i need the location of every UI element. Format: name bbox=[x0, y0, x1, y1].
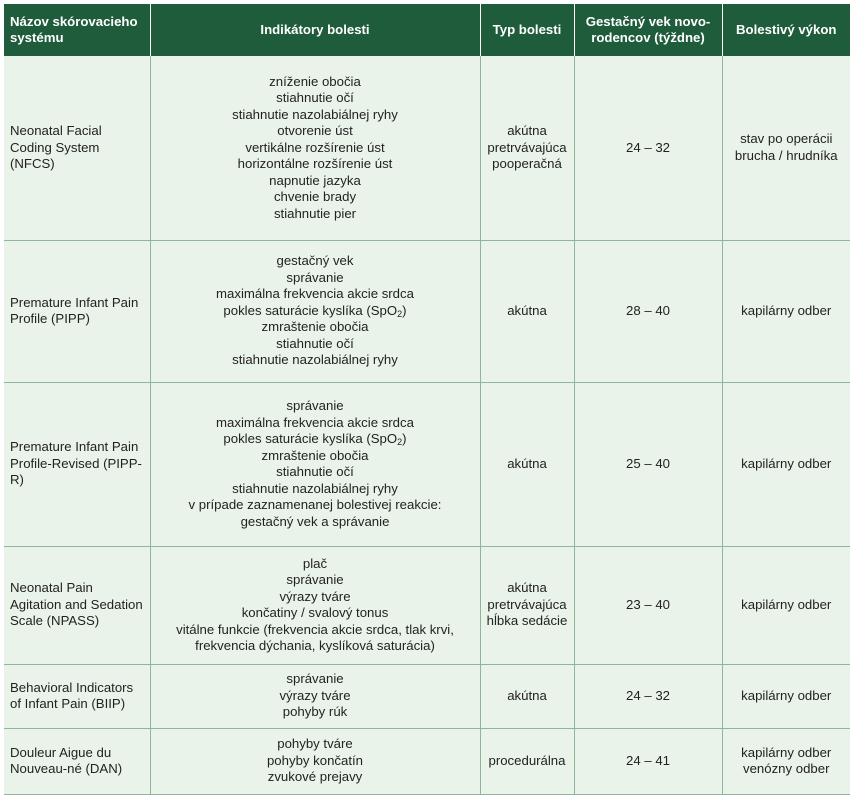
indicator-item: zmraštenie obočia bbox=[261, 319, 369, 335]
pain-indicators bbox=[150, 546, 480, 664]
painful-procedure bbox=[722, 240, 850, 382]
gestational-age: 24 – 32 bbox=[574, 664, 722, 728]
indicator-item: maximálna frekvencia akcie srdca bbox=[216, 286, 414, 302]
indicator-item: správanie bbox=[286, 572, 344, 587]
painful-procedure bbox=[722, 56, 850, 240]
header-name: Názov skórovacieho systému bbox=[4, 4, 150, 56]
indicator-item: stiahnutie nazolabiálnej ryhy bbox=[232, 106, 398, 122]
painful-procedure bbox=[722, 728, 850, 794]
indicator-item: výrazy tváre bbox=[279, 687, 351, 703]
indicator-item: správanie bbox=[286, 398, 344, 413]
pain-type bbox=[480, 382, 574, 546]
indicator-item: stiahnutie pier bbox=[273, 205, 357, 221]
indicator-item: správanie bbox=[286, 269, 344, 285]
table-row bbox=[4, 728, 850, 794]
pain-type-item: akútna bbox=[507, 687, 547, 703]
table-row bbox=[4, 240, 850, 382]
painful-procedure bbox=[722, 546, 850, 664]
spo2-close: ) bbox=[402, 431, 407, 446]
procedure-item: kapilárny odber bbox=[741, 687, 832, 703]
pain-type bbox=[480, 56, 574, 240]
indicator-item: zníženie obočia bbox=[269, 73, 361, 89]
indicator-item: stiahnutie očí bbox=[276, 464, 354, 479]
indicator-item: pohyby končatín bbox=[266, 752, 364, 768]
indicator-item: napnutie jazyka bbox=[269, 172, 361, 188]
gestational-age: 28 – 40 bbox=[574, 240, 722, 382]
pain-scoring-table bbox=[4, 4, 850, 795]
indicator-item: gestačný vek bbox=[276, 253, 354, 269]
indicator-item: v prípade zaznamenanej bolestivej reakcie: bbox=[188, 497, 442, 512]
procedure-item: kapilárny odber bbox=[741, 455, 832, 471]
indicator-item: chvenie brady bbox=[273, 189, 357, 204]
pain-type bbox=[480, 240, 574, 382]
pain-type-item: akútna bbox=[507, 580, 547, 596]
indicator-item: pohyby tváre bbox=[277, 736, 353, 752]
procedure-item: kapilárny odber bbox=[741, 744, 832, 760]
indicator-item: stiahnutie nazolabiálnej ryhy bbox=[232, 352, 398, 368]
gestational-age: 23 – 40 bbox=[574, 546, 722, 664]
gestational-age: 24 – 41 bbox=[574, 728, 722, 794]
gestational-age: 24 – 32 bbox=[574, 56, 722, 240]
procedure-item: stav po operácii bbox=[740, 131, 833, 147]
indicator-item: horizontálne rozšírenie úst bbox=[237, 156, 393, 171]
indicator-item: otvorenie úst bbox=[277, 123, 353, 138]
pain-indicators bbox=[150, 382, 480, 546]
pain-type-item: pooperačná bbox=[492, 156, 562, 171]
gestational-age: 25 – 40 bbox=[574, 382, 722, 546]
scoring-system-name: Douleur Aigue du Nouveau-né (DAN) bbox=[4, 728, 150, 794]
indicator-item: gestačný vek a správanie bbox=[240, 513, 390, 529]
table-row bbox=[4, 56, 850, 240]
pain-type-item: hĺbka sedácie bbox=[486, 613, 568, 629]
spo2-subscript: 2 bbox=[397, 437, 403, 447]
indicator-item: pohyby rúk bbox=[282, 704, 348, 720]
pain-type-item: akútna bbox=[507, 302, 547, 318]
procedure-item: kapilárny odber bbox=[741, 596, 832, 612]
indicator-item: zmraštenie obočia bbox=[261, 447, 369, 463]
indicator-item-spo2 bbox=[157, 303, 474, 320]
painful-procedure bbox=[722, 664, 850, 728]
procedure-item: venózny odber bbox=[742, 761, 830, 776]
indicator-item: končatiny / svalový tonus bbox=[241, 605, 389, 620]
pain-type-item: procedurálna bbox=[488, 752, 566, 768]
pain-type-item: pretrvávajúca bbox=[487, 596, 567, 612]
table-row bbox=[4, 546, 850, 664]
pain-type-item: pretrvávajúca bbox=[487, 139, 567, 155]
spo2-text: pokles saturácie kyslíka (SpO bbox=[223, 302, 398, 318]
procedure-item: brucha / hrudníka bbox=[734, 147, 838, 163]
procedure-item: kapilárny odber bbox=[741, 302, 832, 318]
header-procedure: Bolestivý výkon bbox=[722, 4, 850, 56]
indicator-item: stiahnutie nazolabiálnej ryhy bbox=[232, 480, 398, 496]
pain-indicators bbox=[150, 728, 480, 794]
scoring-system-name: Neonatal Facial Coding System (NFCS) bbox=[4, 56, 150, 240]
pain-type bbox=[480, 546, 574, 664]
header-age: Gestačný vek novo-rodencov (týždne) bbox=[574, 4, 722, 56]
pain-type bbox=[480, 728, 574, 794]
table-row bbox=[4, 664, 850, 728]
spo2-close: ) bbox=[402, 302, 407, 318]
indicator-item: stiahnutie očí bbox=[276, 335, 354, 351]
spo2-subscript: 2 bbox=[397, 308, 403, 319]
indicator-item: plač bbox=[302, 555, 328, 571]
indicator-item: vitálne funkcie (frekvencia akcie srdca, tlak krvi, bbox=[176, 621, 454, 637]
table-header-row bbox=[4, 4, 850, 56]
indicator-item-spo2 bbox=[157, 431, 474, 448]
scoring-system-name: Neonatal Pain Agitation and Sedation Scale (NPASS) bbox=[4, 546, 150, 664]
header-type: Typ bolesti bbox=[480, 4, 574, 56]
pain-type-item: akútna bbox=[507, 123, 547, 138]
scoring-system-name: Behavioral Indicators of Infant Pain (BIIP) bbox=[4, 664, 150, 728]
indicator-item: stiahnutie očí bbox=[276, 90, 354, 105]
pain-indicators bbox=[150, 240, 480, 382]
indicator-item: vertikálne rozšírenie úst bbox=[245, 139, 385, 155]
indicator-item: frekvencia dýchania, kyslíková saturácia) bbox=[195, 638, 435, 653]
scoring-system-name: Premature Infant Pain Profile-Revised (PIPP-R) bbox=[4, 382, 150, 546]
pain-indicators bbox=[150, 664, 480, 728]
indicator-item: zvukové prejavy bbox=[267, 769, 363, 785]
table-row bbox=[4, 382, 850, 546]
spo2-text: pokles saturácie kyslíka (SpO bbox=[223, 431, 398, 446]
scoring-system-name: Premature Infant Pain Profile (PIPP) bbox=[4, 240, 150, 382]
indicator-item: správanie bbox=[286, 671, 344, 687]
pain-type-item: akútna bbox=[507, 455, 547, 471]
indicator-item: maximálna frekvencia akcie srdca bbox=[216, 414, 414, 430]
pain-indicators bbox=[150, 56, 480, 240]
indicator-item: výrazy tváre bbox=[279, 588, 351, 604]
painful-procedure bbox=[722, 382, 850, 546]
header-indicators: Indikátory bolesti bbox=[150, 4, 480, 56]
pain-type bbox=[480, 664, 574, 728]
